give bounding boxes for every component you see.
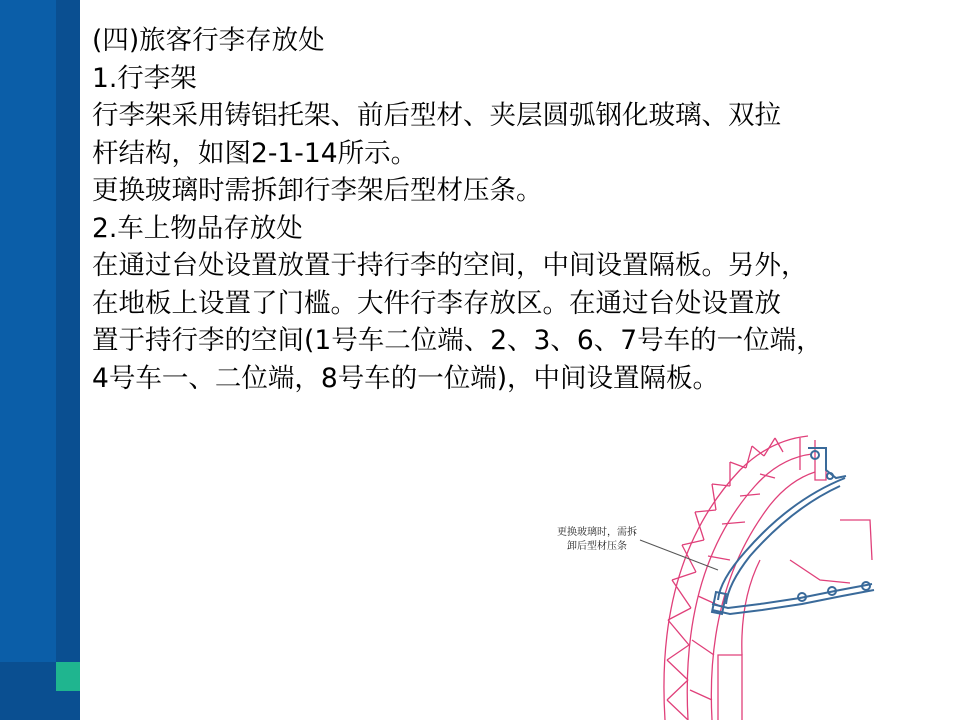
callout-text-line2: 卸后型材压条 <box>567 541 627 552</box>
callout-text-line1: 更换玻璃时，需拆 <box>557 527 637 538</box>
paragraph-line: 在地板上设置了门槛。大件行李存放区。在通过台处设置放 <box>92 287 781 319</box>
sidebar-bottom-block <box>0 662 56 720</box>
car-body-frame <box>664 436 872 720</box>
subheading-storage: 2.车上物品存放处 <box>92 212 303 244</box>
paragraph-line: 置于持行李的空间(1号车二位端、2、3、6、7号车的一位端， <box>92 325 823 356</box>
sidebar-stripe <box>56 0 80 720</box>
paragraph-line: 4号车一、二位端，8号车的一位端)，中间设置隔板。 <box>92 362 720 394</box>
subheading-luggage-rack: 1.行李架 <box>92 62 197 94</box>
luggage-rack-shape <box>712 448 874 614</box>
slide-body <box>92 22 952 397</box>
paragraph-line: 在通过台处设置放置于持行李的空间，中间设置隔板。另外， <box>92 250 808 281</box>
paragraph-line: 行李架采用铸铝托架、前后型材、夹层圆弧钢化玻璃、双拉 <box>92 100 781 131</box>
callout-leader-line <box>640 540 718 570</box>
paragraph-line: 杆结构，如图2-1-14所示。 <box>92 137 418 169</box>
sidebar-bar <box>0 0 56 720</box>
paragraph-line: 更换玻璃时需拆卸行李架后型材压条。 <box>92 175 543 206</box>
luggage-rack-figure <box>550 430 960 720</box>
section-heading: (四)旅客行李存放处 <box>92 25 325 56</box>
accent-block <box>56 662 80 691</box>
